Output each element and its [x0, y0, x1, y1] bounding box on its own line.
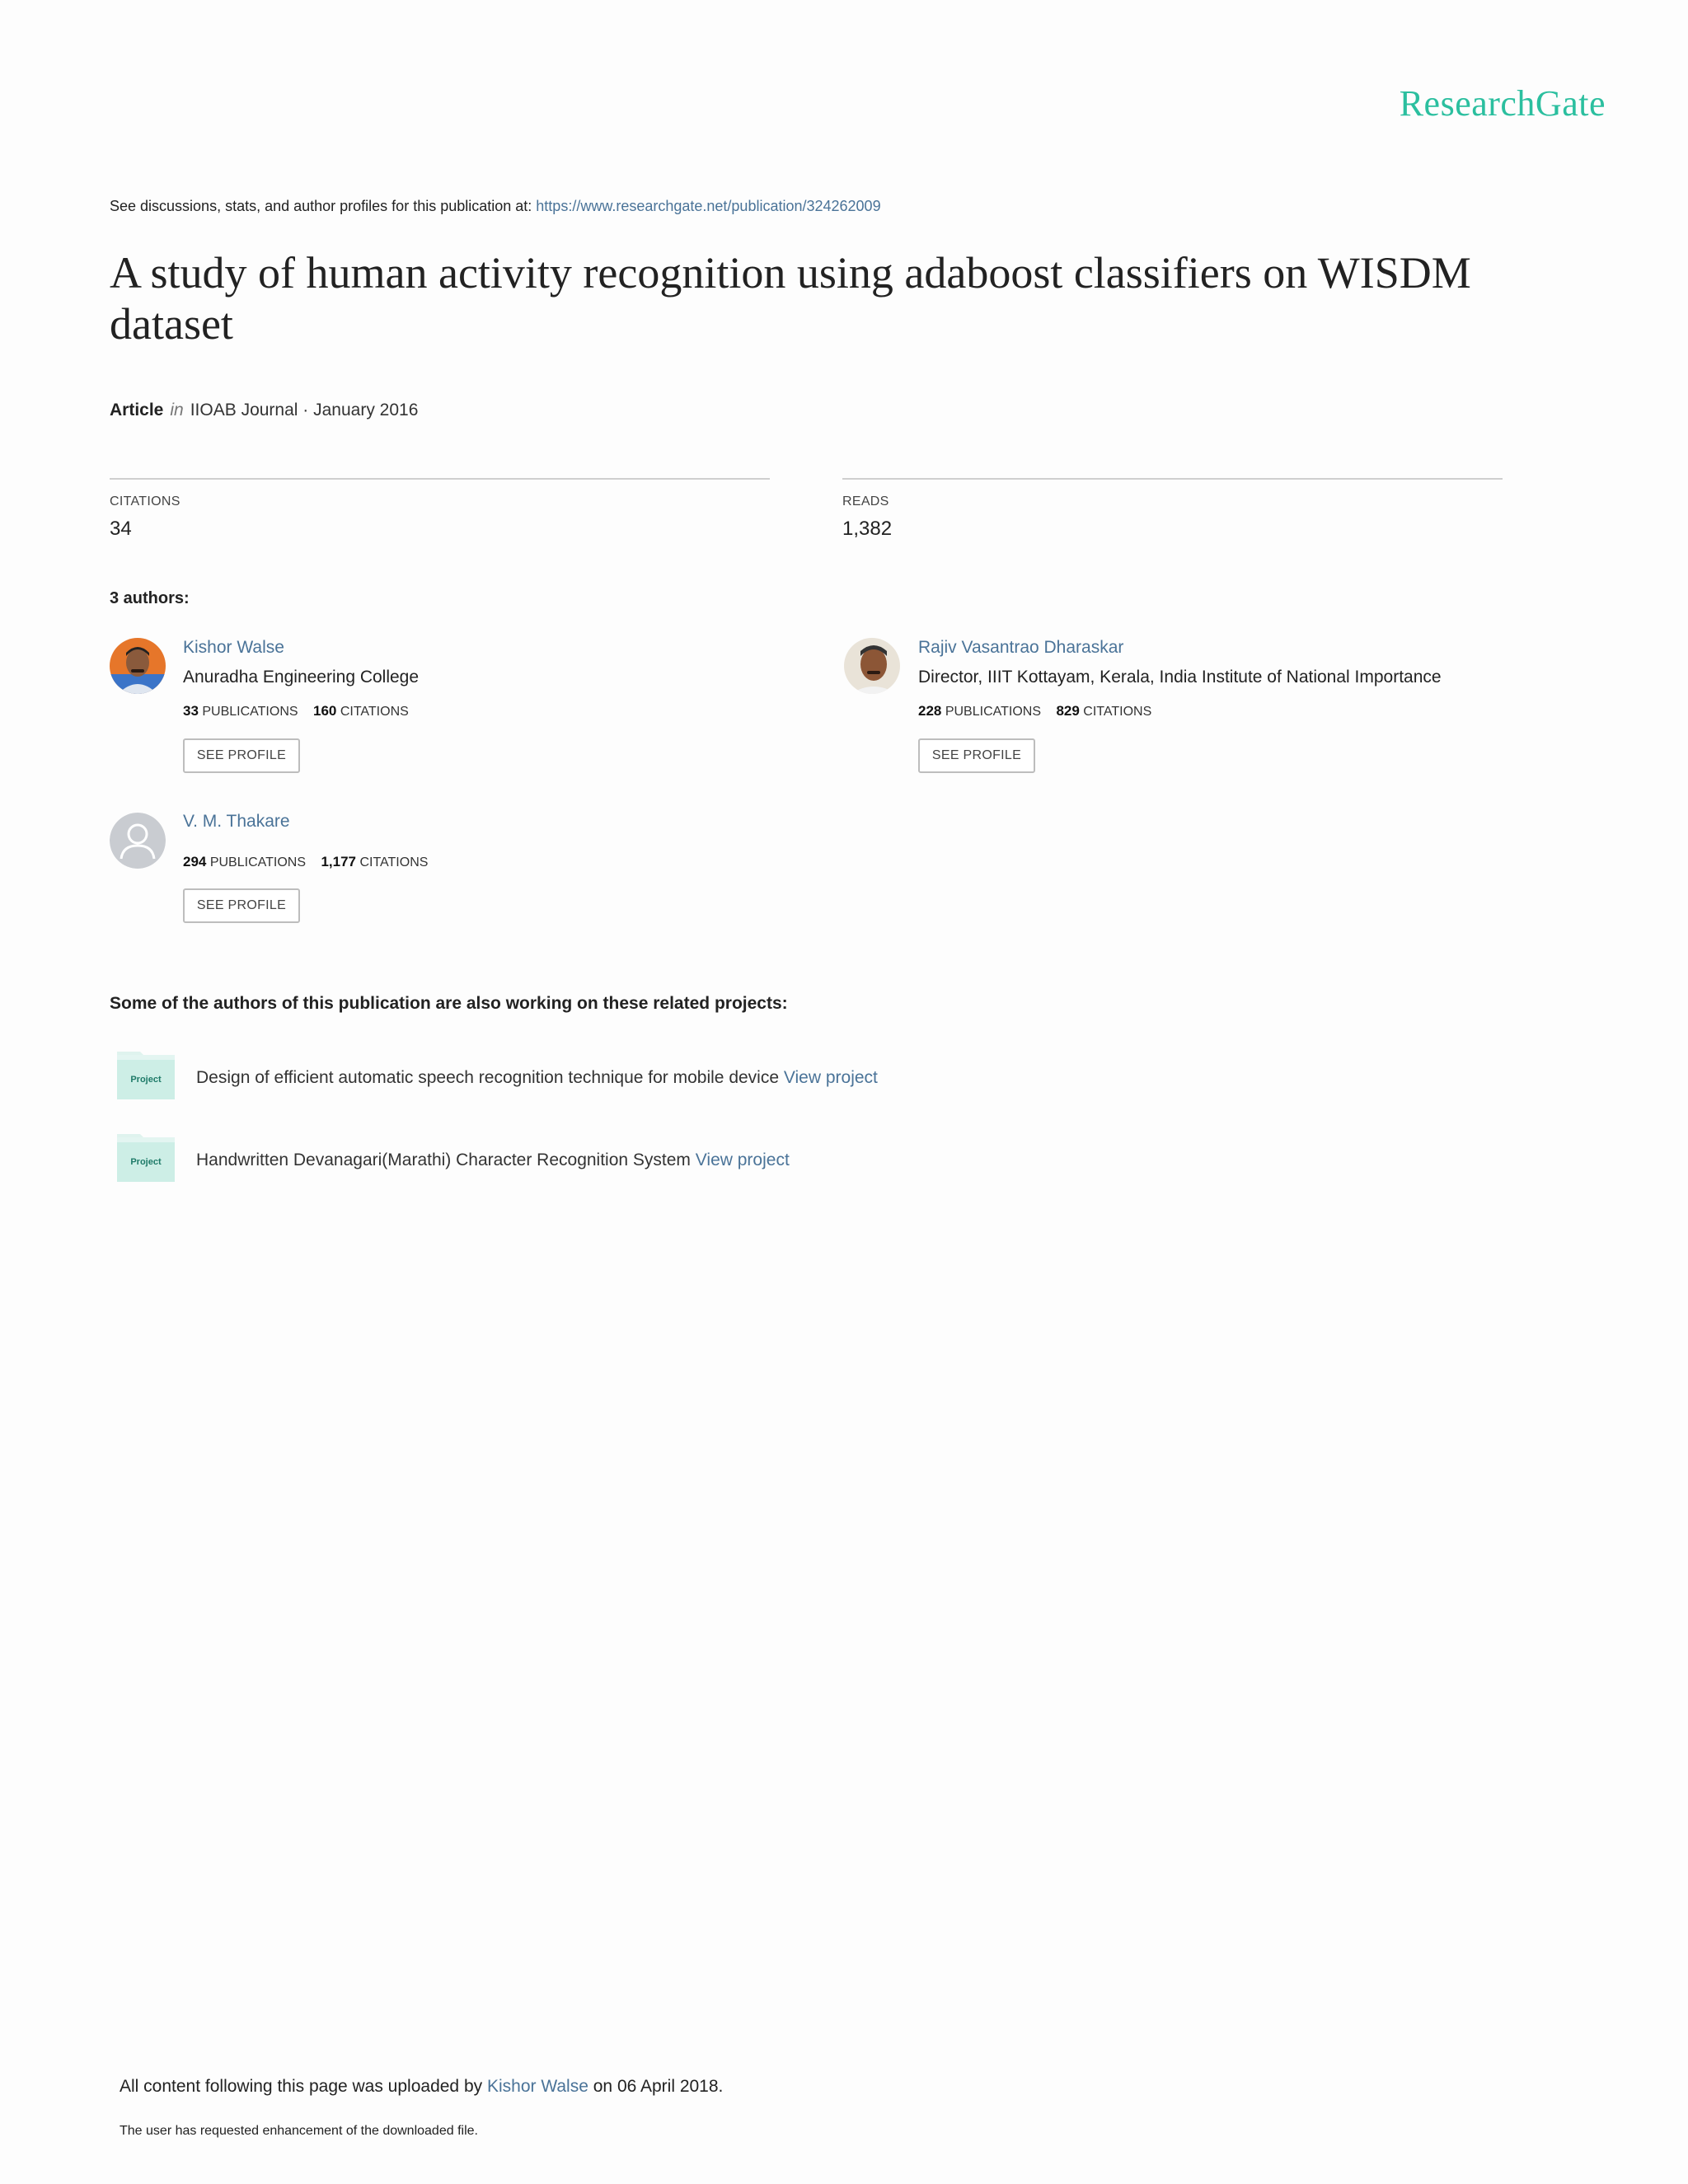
author-citations-count: 1,177 [321, 854, 356, 869]
publications-label: PUBLICATIONS [209, 855, 306, 869]
author-publications-count: 294 [183, 854, 207, 869]
view-project-link[interactable]: View project [695, 1151, 790, 1169]
citations-label: CITATIONS [340, 705, 409, 719]
reads-divider [842, 478, 1503, 480]
publication-url-link[interactable]: https://www.researchgate.net/publication/324262009 [536, 198, 881, 214]
see-profile-button[interactable]: SEE PROFILE [183, 888, 300, 923]
authors-heading: 3 authors: [110, 589, 190, 607]
citations-value: 34 [110, 518, 132, 540]
citations-label: CITATIONS [1083, 705, 1152, 719]
project-icon-label: Project [130, 1075, 162, 1085]
author-name-link[interactable]: Kishor Walse [183, 638, 284, 657]
project-folder-icon[interactable] [115, 1050, 176, 1101]
publication-type: Article [110, 401, 164, 419]
uploaded-by-line [120, 2077, 723, 2097]
citations-divider [110, 478, 770, 480]
publication-title: A study of human activity recognition using adaboost classifiers on WISDM dataset [110, 248, 1471, 349]
reads-label: READS [842, 494, 889, 509]
author-citations-count: 829 [1056, 703, 1080, 719]
default-user-icon [110, 813, 166, 869]
project-folder-icon[interactable] [115, 1132, 176, 1183]
author-name-link[interactable]: V. M. Thakare [183, 812, 290, 831]
author-stats [183, 703, 409, 719]
author-publications-count: 33 [183, 703, 199, 719]
see-discussions-line [110, 198, 881, 215]
author-photo-icon [844, 638, 900, 694]
publications-label: PUBLICATIONS [202, 705, 298, 719]
author-avatar-rajiv-dharaskar[interactable] [844, 638, 900, 694]
citations-label: CITATIONS [110, 494, 181, 509]
project-title: Design of efficient automatic speech recognition technique for mobile device [196, 1068, 780, 1087]
author-photo-icon [110, 638, 166, 694]
author-citations-count: 160 [313, 703, 337, 719]
author-affiliation: Director, IIIT Kottayam, Kerala, India Institute of National Importance [918, 668, 1442, 687]
author-affiliation: Anuradha Engineering College [183, 668, 420, 687]
enhancement-note: The user has requested enhancement of the downloaded file. [120, 2124, 478, 2138]
project-icon-label: Project [130, 1157, 162, 1167]
uploader-link[interactable]: Kishor Walse [486, 2077, 588, 2096]
see-discussions-text: See discussions, stats, and author profiles for this publication at: [110, 198, 532, 214]
uploaded-prefix: All content following this page was uploaded by [120, 2077, 483, 2096]
journal-date: IIOAB Journal · January 2016 [190, 401, 419, 419]
uploaded-suffix: on 06 April 2018. [593, 2077, 724, 2096]
project-item [196, 1068, 878, 1088]
see-profile-button[interactable]: SEE PROFILE [183, 738, 300, 773]
publication-meta [110, 401, 418, 420]
view-project-link[interactable]: View project [783, 1068, 878, 1087]
in-label: in [170, 401, 184, 419]
see-profile-button[interactable]: SEE PROFILE [918, 738, 1035, 773]
author-stats [183, 854, 428, 870]
author-stats [918, 703, 1151, 719]
reads-value: 1,382 [842, 518, 893, 540]
author-avatar-vm-thakare[interactable] [110, 813, 166, 869]
author-publications-count: 228 [918, 703, 942, 719]
related-projects-heading: Some of the authors of this publication are also working on these related projects: [110, 994, 788, 1013]
publications-label: PUBLICATIONS [945, 705, 1041, 719]
author-avatar-kishor-walse[interactable] [110, 638, 166, 694]
citations-label: CITATIONS [359, 855, 429, 869]
researchgate-logo[interactable]: ResearchGate [1399, 83, 1606, 124]
project-title: Handwritten Devanagari(Marathi) Character Recognition System [196, 1151, 691, 1169]
author-name-link[interactable]: Rajiv Vasantrao Dharaskar [918, 638, 1124, 657]
project-item [196, 1151, 790, 1170]
